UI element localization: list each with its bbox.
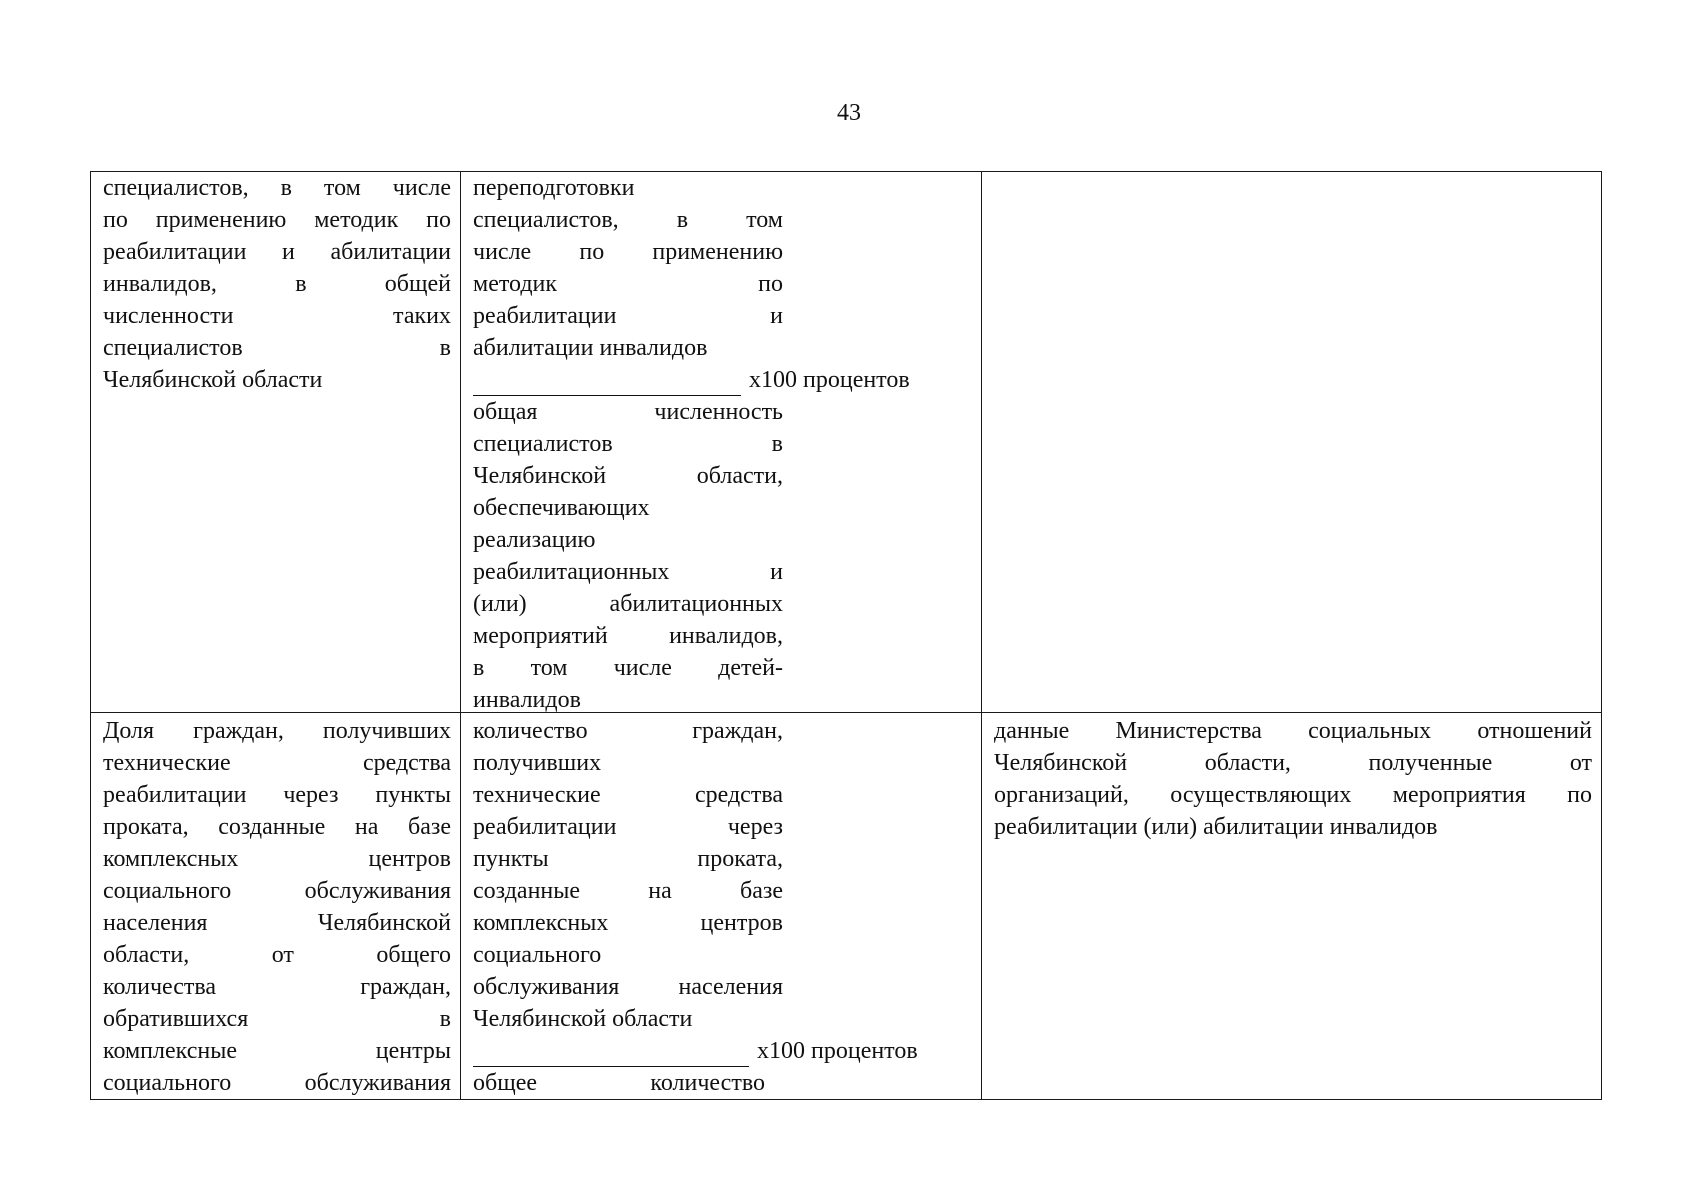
indicator-line: обратившихся в bbox=[103, 1006, 451, 1032]
indicator-line: реабилитации через пункты bbox=[103, 782, 451, 808]
formula-denominator-line: мероприятий инвалидов, bbox=[473, 623, 783, 649]
formula-numerator-line: специалистов, в том bbox=[473, 207, 783, 233]
formula-denominator-line: реабилитационных и bbox=[473, 559, 783, 585]
indicator-line: Доля граждан, получивших bbox=[103, 718, 451, 744]
multiplier-label: х100 процентов bbox=[757, 1038, 918, 1064]
formula-numerator-line: реабилитации через bbox=[473, 814, 783, 840]
formula-numerator-line: методик по bbox=[473, 271, 783, 297]
formula-numerator-line: реабилитации и bbox=[473, 303, 783, 329]
formula-denominator-line: общая численность bbox=[473, 399, 783, 425]
formula-numerator-line: созданные на базе bbox=[473, 878, 783, 904]
indicator-line: реабилитации и абилитации bbox=[103, 239, 451, 265]
formula-numerator-line: пункты проката, bbox=[473, 846, 783, 872]
table-row-2-indicator bbox=[103, 715, 451, 1099]
indicators-table bbox=[90, 171, 1602, 1100]
indicator-line: количества граждан, bbox=[103, 974, 451, 1000]
table-row-1-formula bbox=[473, 172, 910, 716]
formula-denominator-line: специалистов в bbox=[473, 431, 783, 457]
formula-denominator-line: обеспечивающих bbox=[473, 495, 650, 521]
formula-numerator-line: обслуживания населения bbox=[473, 974, 783, 1000]
indicator-line: инвалидов, в общей bbox=[103, 271, 451, 297]
column-divider bbox=[460, 172, 461, 1099]
formula-numerator-line: количество граждан, bbox=[473, 718, 783, 744]
indicator-line: по применению методик по bbox=[103, 207, 451, 233]
source-line: Челябинской области, полученные от bbox=[994, 750, 1592, 776]
indicator-line: проката, созданные на базе bbox=[103, 814, 451, 840]
formula-numerator-line: комплексных центров bbox=[473, 910, 783, 936]
indicator-line: численности таких bbox=[103, 303, 451, 329]
fraction-line bbox=[473, 364, 943, 396]
multiplier-label: х100 процентов bbox=[749, 367, 910, 393]
row-divider bbox=[91, 712, 1601, 713]
formula-numerator-line: переподготовки bbox=[473, 175, 635, 201]
indicator-line: специалистов в bbox=[103, 335, 451, 361]
table-row-2-source bbox=[994, 715, 1592, 843]
indicator-line: комплексные центры bbox=[103, 1038, 451, 1064]
fraction-line bbox=[473, 1035, 943, 1067]
source-line: организаций, осуществляющих мероприятия по bbox=[994, 782, 1592, 808]
source-line: реабилитации (или) абилитации инвалидов bbox=[994, 814, 1438, 840]
formula-numerator-line: технические средства bbox=[473, 782, 783, 808]
formula-numerator-line: социального bbox=[473, 942, 602, 968]
formula-denominator-line: реализацию bbox=[473, 527, 596, 553]
formula-numerator-line: числе по применению bbox=[473, 239, 783, 265]
indicator-line: Челябинской области bbox=[103, 367, 323, 393]
formula-denominator-line: инвалидов bbox=[473, 687, 581, 713]
table-row-2-formula bbox=[473, 715, 918, 1099]
source-line: данные Министерства социальных отношений bbox=[994, 718, 1592, 744]
indicator-line: населения Челябинской bbox=[103, 910, 451, 936]
formula-numerator-line: получивших bbox=[473, 750, 602, 776]
indicator-line: социального обслуживания bbox=[103, 1070, 451, 1096]
formula-denominator-line: общее количество bbox=[473, 1070, 765, 1096]
fraction-bar bbox=[473, 1042, 749, 1067]
formula-numerator-line: Челябинской области bbox=[473, 1006, 693, 1032]
fraction-bar bbox=[473, 371, 741, 396]
indicator-line: специалистов, в том числе bbox=[103, 175, 451, 201]
formula-numerator-line: абилитации инвалидов bbox=[473, 335, 708, 361]
page-number: 43 bbox=[837, 100, 861, 126]
indicator-line: области, от общего bbox=[103, 942, 451, 968]
indicator-line: комплексных центров bbox=[103, 846, 451, 872]
formula-denominator-line: Челябинской области, bbox=[473, 463, 783, 489]
indicator-line: социального обслуживания bbox=[103, 878, 451, 904]
formula-denominator-line: (или) абилитационных bbox=[473, 591, 783, 617]
table-row-1-indicator bbox=[103, 172, 451, 396]
indicator-line: технические средства bbox=[103, 750, 451, 776]
formula-denominator-line: в том числе детей- bbox=[473, 655, 783, 681]
column-divider bbox=[981, 172, 982, 1099]
